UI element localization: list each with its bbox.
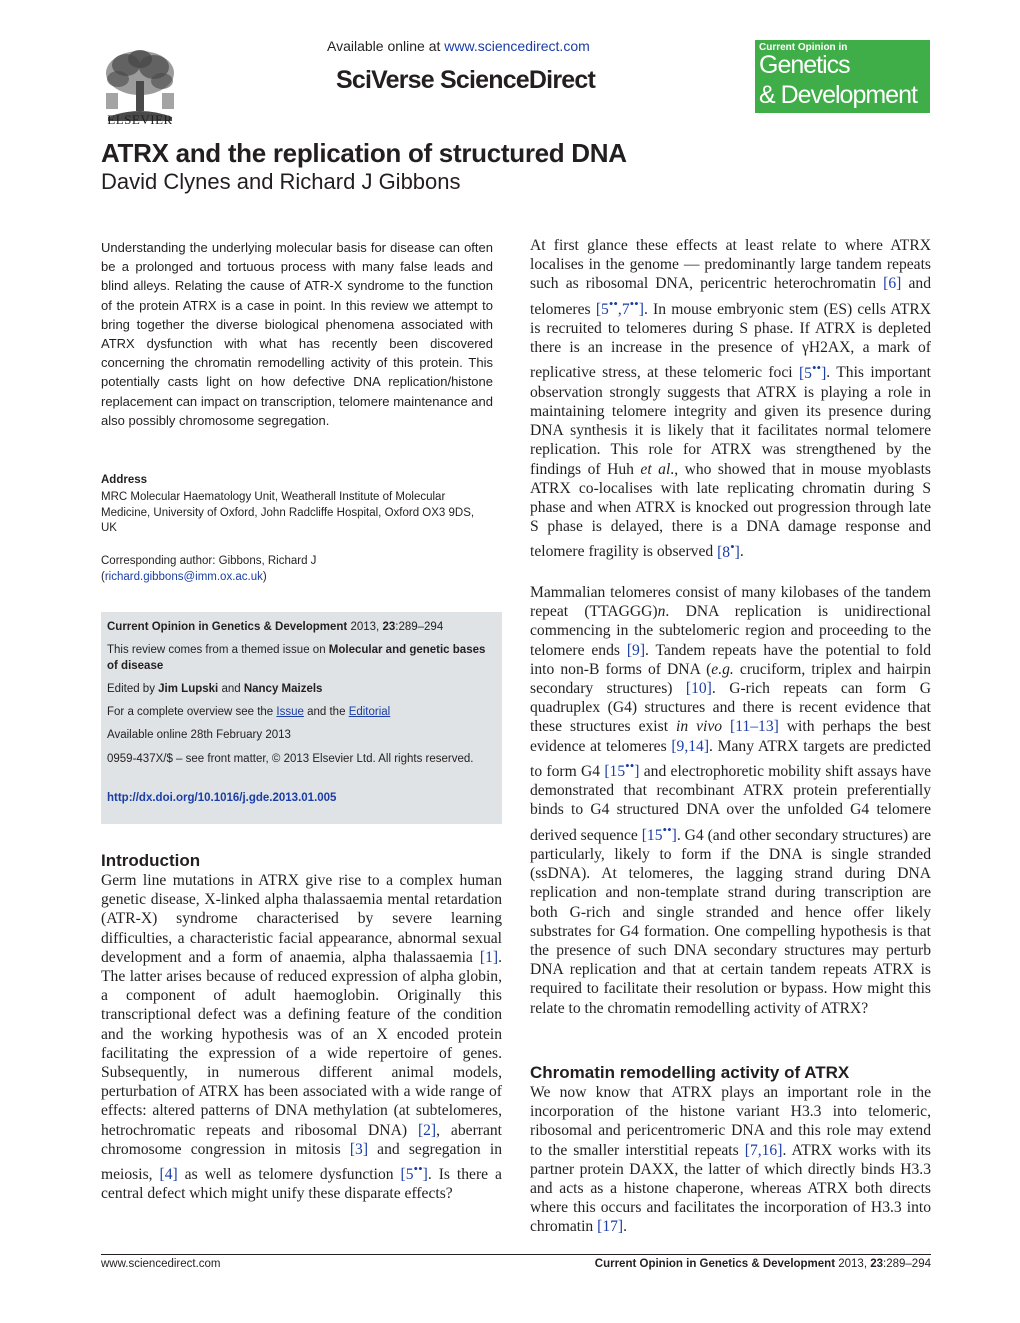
ref-15a[interactable]: [15••] bbox=[604, 757, 640, 781]
infobox-editors: Edited by Jim Lupski and Nancy Maizels bbox=[107, 683, 323, 695]
editorial-link[interactable]: Editorial bbox=[348, 706, 391, 718]
ref-15b[interactable]: [15••] bbox=[641, 821, 677, 844]
ref-9[interactable]: [9] bbox=[626, 641, 646, 659]
footer-divider bbox=[101, 1254, 931, 1255]
article-info-box bbox=[101, 612, 502, 824]
ref-2[interactable]: [2] bbox=[417, 1121, 437, 1139]
ref-10[interactable]: [10] bbox=[685, 680, 712, 698]
available-online-line bbox=[327, 38, 590, 54]
doi-link[interactable]: http://dx.doi.org/10.1016/j.gde.2013.01.005 bbox=[107, 792, 337, 804]
infobox-overview: For a complete overview see the Issue and the Editorial bbox=[107, 706, 391, 718]
ref-9-14[interactable]: [9,14] bbox=[671, 737, 710, 755]
paragraph-chromatin: We now know that ATRX plays an important role in the incorporation of the histone variant H3.3 into telomeric, ribosomal and pericentromeric DNA and this role may extend to the smaller interstitial repeats [7,16]. ATRX works with its partner protein DAXX, the latter of which directly binds H3.3 and acts as a histone chaperone, whereas ATRX both directs where this occurs and facilitates the incorporation of H3.3 into chromatin [17]. bbox=[530, 1084, 931, 1236]
corresponding-author: Corresponding author: Gibbons, Richard J (richard.gibbons@imm.ox.ac.uk) bbox=[101, 555, 317, 583]
available-online-prefix: Available online at bbox=[327, 38, 441, 54]
introduction-heading: Introduction bbox=[101, 851, 201, 870]
paragraph-localisation: At first glance these effects at least relate to where ATRX localises in the genome — predominantly large tandem repeats such as ribosomal DNA, pericentric heterochromatin [6] and telomeres [5••,7••]. In mouse embryonic stem (ES) cells ATRX is recruited to telomeres during S phase. If ATRX is depleted there is an increase in the presence of γH2AX, a mark of replicative stress, at these telomeric foci [5••]. This important observation strongly suggests that ATRX is playing a role in maintaining telomere integrity and given its presence during DNA synthesis it is likely that it facilitates normal telomere replication. This role for ATRX was strengthened by the findings of Huh et al., who showed that in mouse myoblasts ATRX co-localises with late replicating chromatin during S phase and when ATRX is knocked out progression through late S phase is delayed, there is a DNA damage response and telomere fragility is observed [8•]. bbox=[530, 237, 932, 561]
ref-8[interactable]: [8•] bbox=[717, 538, 740, 561]
abstract: Understanding the underlying molecular basis for disease can often be a prolonged and tortuous process with many false leads and blind alleys. Relating the cause of ATR-X syndrome to the function of the protein ATRX is a case in point. In this review we attempt to bring together the diverse biological phenomena associated with ATRX dysfunction with what has recently been discovered concerning the chromatin remodelling activity of this protein. This potentially casts light on how defective DNA replication/histone replacement can impact on transcription, telomere maintenance and also possibly chromosome segregation. bbox=[101, 240, 493, 428]
chromatin-heading: Chromatin remodelling activity of ATRX bbox=[530, 1063, 850, 1082]
sciencedirect-link[interactable]: www.sciencedirect.com bbox=[444, 38, 590, 54]
infobox-available-online: Available online 28th February 2013 bbox=[107, 729, 291, 741]
introduction-text: Germ line mutations in ATRX give rise to a complex human genetic disease, X-linked alpha thalassaemia mental retardation (ATR-X) syndrome characterised by severe learning difficulties, a characteristic facial appearance, abnormal sexual development and a form of anaemia, alpha thalassaemia [1]. The latter arises because of reduced expression of alpha globin, a component of adult haemoglobin. Originally this transcriptional defect was a defining feature of the condition and the working hypothesis was of an X encoded protein facilitating the expression of a wide repertoire of genes. Subsequently, in numerous different animal models, perturbation of ATRX has been associated with a wide range of effects: altered patterns of DNA methylation (at subtelomeres, hetrochromatic repeats and ribosomal DNA) [2], aberrant chromosome congression in mitosis [3] and segregation in meiosis, [4] as well as telomere dysfunction [5••]. Is there a central defect which might unify these disparate effects? bbox=[101, 872, 503, 1203]
infobox-themed-issue: This review comes from a themed issue on Molecular and genetic bases of disease bbox=[107, 644, 486, 672]
publisher-name: ELSEVIER bbox=[107, 112, 173, 127]
article-authors: David Clynes and Richard J Gibbons bbox=[101, 169, 461, 194]
ref-5-7[interactable]: [5••,7••] bbox=[595, 295, 644, 318]
journal-logo-line1: Current Opinion in bbox=[759, 42, 848, 53]
journal-logo-line3: & Development bbox=[759, 81, 917, 109]
infobox-citation: Current Opinion in Genetics & Development 2013, 23:289–294 bbox=[107, 621, 444, 633]
ref-3[interactable]: [3] bbox=[349, 1140, 369, 1158]
address-heading: Address bbox=[101, 474, 148, 486]
ref-4[interactable]: [4] bbox=[159, 1166, 178, 1184]
journal-logo bbox=[755, 40, 930, 113]
journal-logo-line2: Genetics bbox=[759, 51, 850, 79]
ref-11-13[interactable]: [11–13] bbox=[730, 718, 779, 736]
ref-1[interactable]: [1] bbox=[479, 948, 499, 966]
infobox-doi bbox=[107, 791, 497, 807]
article-title: ATRX and the replication of structured DNA bbox=[101, 138, 627, 168]
ref-5[interactable]: [5••] bbox=[400, 1161, 428, 1184]
address-text: MRC Molecular Haematology Unit, Weatherall Institute of Molecular Medicine, University of Oxford, John Radcliffe Hospital, Oxford OX3 9DS, UK bbox=[101, 491, 475, 534]
footer-citation: Current Opinion in Genetics & Development 2013, 23:289–294 bbox=[594, 1258, 931, 1270]
footer-url[interactable]: www.sciencedirect.com bbox=[101, 1258, 221, 1270]
platform-name: SciVerse ScienceDirect bbox=[336, 66, 595, 94]
corresponding-email-link[interactable]: richard.gibbons@imm.ox.ac.uk bbox=[104, 570, 263, 583]
paragraph-telomeres: Mammalian telomeres consist of many kilobases of the tandem repeat (TTAGGG)n. DNA replication is unidirectional commencing in the subtelomeric region and proceeding to the telomere ends [9]. Tandem repeats have the potential to fold into non-B forms of DNA (e.g. cruciform, triplex and hairpin secondary structures) [10]. G-rich repeats can form G quadruplex (G4) structures and there is recent evidence that these structures exist in vivo [11–13] with perhaps the best evidence at telomeres [9,14]. Many ATRX targets are predicted to form G4 [15••] and electrophoretic mobility shift assays have demonstrated that recombinant ATRX protein preferentially binds to G4 structured DNA over the unfolded G4 telomere derived sequence [15••]. G4 (and other secondary structures) are particularly, likely to form if the DNA is single stranded (ssDNA). At telomeres, the lagging strand during DNA replication and non-template strand during transcription are both G-rich and single stranded and hence offer likely substrates for G4 formation. One compelling hypothesis is that the presence of such DNA secondary structures may perturb DNA replication and that at certain tandem repeats ATRX is required to facilitate their resolution or bypass. How might this relate to the chromatin remodelling activity of ATRX? bbox=[530, 584, 932, 1017]
issue-link[interactable]: Issue bbox=[276, 706, 304, 718]
ref-6[interactable]: [6] bbox=[883, 275, 902, 293]
ref-5b[interactable]: [5••] bbox=[798, 359, 827, 382]
corresponding-label: Corresponding author: Gibbons, Richard J bbox=[101, 555, 317, 567]
ref-7-16[interactable]: [7,16] bbox=[744, 1141, 783, 1159]
infobox-copyright: 0959-437X/$ – see front matter, © 2013 Elsevier Ltd. All rights reserved. bbox=[107, 753, 474, 765]
ref-17[interactable]: [17] bbox=[597, 1218, 624, 1236]
